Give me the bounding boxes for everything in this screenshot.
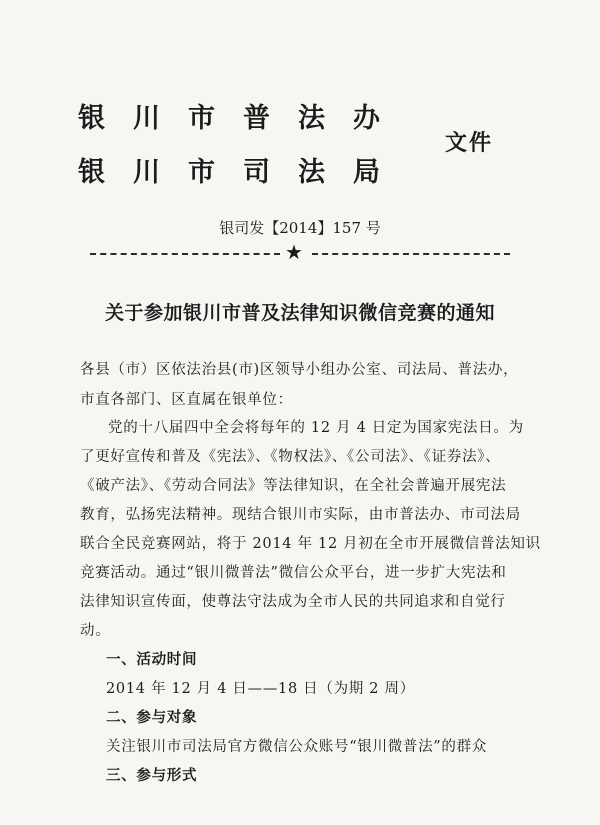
paragraph-line: 联合全民竞赛网站，将于 2014 年 12 月初在全市开展微信普法知识 [80,536,541,552]
paragraph-line: 党的十八届四中全会将每年的 12 月 4 日定为国家宪法日。为 [108,420,524,436]
document-number: 银司发【2014】157 号 [219,219,381,237]
separator-line-left [90,253,280,255]
section-heading-participation-form: 三、参与形式 [106,767,198,784]
paragraph-line: 了更好宣传和普及《宪法》、《物权法》、《公司法》、《证券法》、 [80,449,501,465]
section-heading-participants: 二、参与对象 [106,709,198,726]
paragraph-line: 竞赛活动。通过“银川微普法”微信公众平台，进一步扩大宪法和 [80,565,507,581]
issuer-name-1: 银川市普法办 [78,103,408,134]
paragraph-line: 《破产法》、《劳动合同法》等法律知识，在全社会普遍开展宪法 [80,478,507,494]
paragraph-line: 动。 [80,623,111,639]
section-content-participants: 关注银川市司法局官方微信公众账号“银川微普法”的群众 [106,739,488,755]
addressee-line-1: 各县（市）区依法治县(市)区领导小组办公室、司法局、普法办， [80,362,519,378]
separator-line-right [312,253,510,255]
document-type-label: 文件 [445,130,494,156]
section-heading-activity-time: 一、活动时间 [106,651,198,668]
issuer-name-2: 银川市司法局 [78,157,408,188]
paragraph-line: 法律知识宣传面，使尊法守法成为全市人民的共同追求和自觉行 [80,594,506,610]
paragraph-line: 教育，弘扬宪法精神。现结合银川市实际，由市普法办、市司法局 [80,507,521,523]
star-icon: ★ [285,240,303,264]
addressee-line-2: 市直各部门、区直属在银单位： [80,392,293,408]
section-content-activity-time: 2014 年 12 月 4 日——18 日（为期 2 周） [106,681,415,697]
document-title: 关于参加银川市普及法律知识微信竞赛的通知 [104,302,495,324]
